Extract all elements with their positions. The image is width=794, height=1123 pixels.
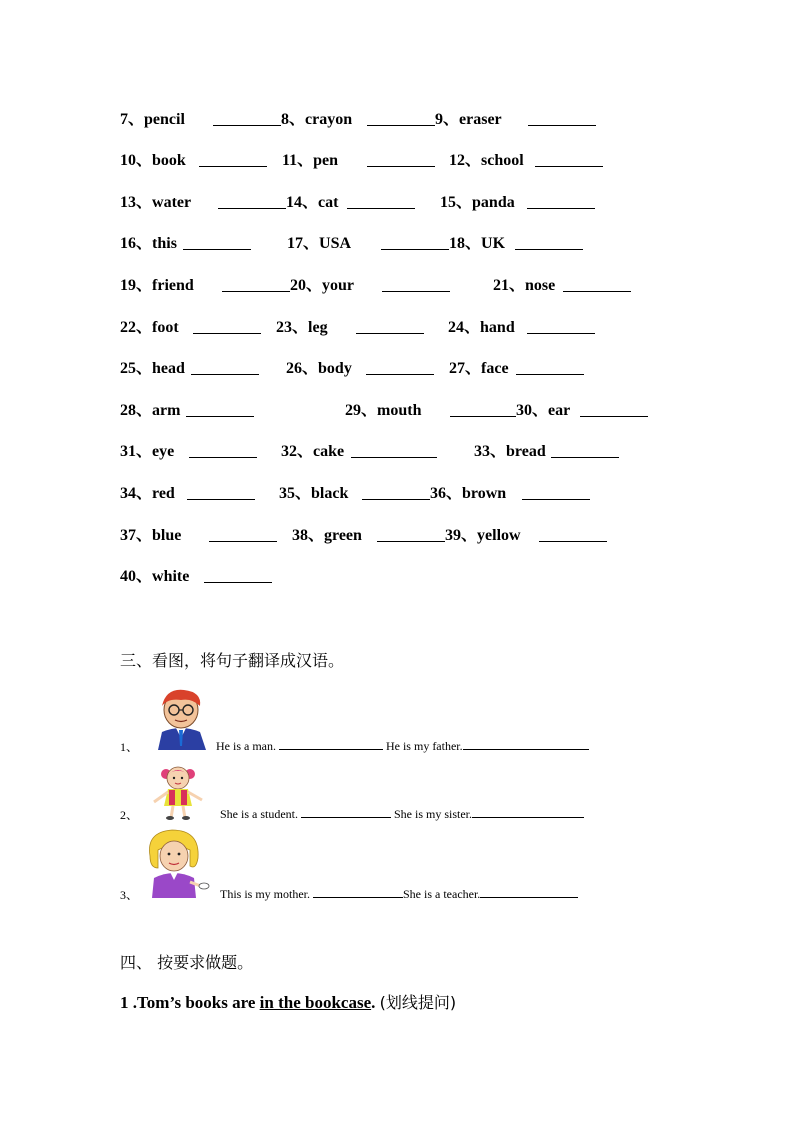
answer-blank[interactable] xyxy=(186,399,254,417)
vocab-row-10 xyxy=(0,482,794,506)
vocab-item: 14、cat xyxy=(286,194,339,211)
vocab-row-7 xyxy=(0,357,794,381)
answer-blank[interactable] xyxy=(535,149,603,167)
answer-blank[interactable] xyxy=(377,524,445,542)
man-with-glasses-icon xyxy=(148,688,214,750)
vocab-item: 39、yellow xyxy=(445,527,521,544)
answer-blank[interactable] xyxy=(527,191,595,209)
answer-blank[interactable] xyxy=(209,524,277,542)
vocab-row-12 xyxy=(0,565,794,589)
vocab-item: 10、book xyxy=(120,152,186,169)
answer-blank[interactable] xyxy=(183,232,251,250)
vocab-item: 13、water xyxy=(120,194,192,211)
translation-blank[interactable] xyxy=(313,885,403,898)
woman-teacher-icon xyxy=(140,826,212,898)
vocab-row-9 xyxy=(0,440,794,464)
vocab-item: 11、pen xyxy=(282,152,339,169)
vocab-item: 9、eraser xyxy=(435,111,502,128)
picture-item-2 xyxy=(120,764,680,834)
vocab-item: 35、black xyxy=(279,485,349,502)
answer-blank[interactable] xyxy=(382,274,450,292)
translation-blank[interactable] xyxy=(480,885,578,898)
section-4-heading: 四、 按要求做题。 xyxy=(120,953,254,972)
vocab-item: 31、eye xyxy=(120,443,175,460)
answer-blank[interactable] xyxy=(580,399,648,417)
answer-blank[interactable] xyxy=(356,316,424,334)
translation-blank[interactable] xyxy=(472,805,584,818)
vocab-item: 37、blue xyxy=(120,527,182,544)
answer-blank[interactable] xyxy=(381,232,449,250)
vocab-item: 36、brown xyxy=(430,485,507,502)
answer-blank[interactable] xyxy=(222,274,290,292)
vocab-item: 7、pencil xyxy=(120,111,185,128)
vocab-row-8 xyxy=(0,399,794,423)
vocab-item: 15、panda xyxy=(440,194,515,211)
vocab-item: 38、green xyxy=(292,527,362,544)
item-number: 2、 xyxy=(120,808,139,822)
vocab-item: 8、crayon xyxy=(281,111,353,128)
answer-blank[interactable] xyxy=(367,149,435,167)
vocab-item: 19、friend xyxy=(120,277,194,294)
answer-blank[interactable] xyxy=(516,357,584,375)
answer-blank[interactable] xyxy=(528,108,596,126)
vocab-item: 16、this xyxy=(120,235,177,252)
task-1 xyxy=(120,990,456,1013)
vocab-item: 30、ear xyxy=(516,402,571,419)
vocab-item: 21、nose xyxy=(493,277,556,294)
vocab-item: 17、USA xyxy=(287,235,352,252)
vocab-row-4 xyxy=(0,232,794,256)
vocab-item: 27、face xyxy=(449,360,509,377)
answer-blank[interactable] xyxy=(218,191,286,209)
vocab-row-2 xyxy=(0,149,794,173)
vocab-item: 20、your xyxy=(290,277,355,294)
translation-blank[interactable] xyxy=(463,737,589,750)
translation-blank[interactable] xyxy=(301,805,391,818)
vocab-item: 32、cake xyxy=(281,443,345,460)
sentence-line: He is a man. He is my father. xyxy=(216,737,589,754)
answer-blank[interactable] xyxy=(522,482,590,500)
vocab-item: 29、mouth xyxy=(345,402,422,419)
answer-blank[interactable] xyxy=(189,440,257,458)
vocab-item: 33、bread xyxy=(474,443,546,460)
answer-blank[interactable] xyxy=(515,232,583,250)
item-number: 1、 xyxy=(120,740,139,754)
answer-blank[interactable] xyxy=(213,108,281,126)
task-suffix: . xyxy=(371,993,380,1012)
vocab-item: 12、school xyxy=(449,152,524,169)
answer-blank[interactable] xyxy=(450,399,516,417)
answer-blank[interactable] xyxy=(551,440,619,458)
picture-item-1 xyxy=(120,688,680,758)
answer-blank[interactable] xyxy=(187,482,255,500)
answer-blank[interactable] xyxy=(351,440,437,458)
answer-blank[interactable] xyxy=(347,191,415,209)
vocab-row-11 xyxy=(0,524,794,548)
vocab-row-6 xyxy=(0,316,794,340)
vocab-row-5 xyxy=(0,274,794,298)
sentence-line: She is a student. She is my sister. xyxy=(220,805,584,822)
answer-blank[interactable] xyxy=(539,524,607,542)
girl-student-icon xyxy=(146,764,210,820)
answer-blank[interactable] xyxy=(367,108,435,126)
answer-blank[interactable] xyxy=(191,357,259,375)
section-3-heading: 三、看图，将句子翻译成汉语。 xyxy=(120,651,345,670)
translation-blank[interactable] xyxy=(279,737,383,750)
vocab-item: 26、body xyxy=(286,360,352,377)
answer-blank[interactable] xyxy=(204,565,272,583)
answer-blank[interactable] xyxy=(527,316,595,334)
answer-blank[interactable] xyxy=(563,274,631,292)
picture-item-3 xyxy=(120,826,680,902)
task-instruction: (划线提问) xyxy=(379,993,457,1012)
vocab-item: 18、UK xyxy=(449,235,506,252)
vocab-item: 25、head xyxy=(120,360,185,377)
task-prefix: 1 .Tom’s books are xyxy=(120,993,260,1012)
vocab-item: 24、hand xyxy=(448,319,515,336)
vocab-row-3 xyxy=(0,191,794,215)
task-underlined-phrase: in the bookcase xyxy=(259,993,372,1012)
item-number: 3、 xyxy=(120,888,139,902)
vocab-item: 28、arm xyxy=(120,402,181,419)
answer-blank[interactable] xyxy=(366,357,434,375)
answer-blank[interactable] xyxy=(193,316,261,334)
answer-blank[interactable] xyxy=(362,482,430,500)
sentence-line: This is my mother. She is a teacher. xyxy=(220,885,578,902)
vocab-item: 23、leg xyxy=(276,319,328,336)
vocab-item: 40、white xyxy=(120,568,190,585)
answer-blank[interactable] xyxy=(199,149,267,167)
vocab-item: 22、foot xyxy=(120,319,179,336)
vocab-item: 34、red xyxy=(120,485,175,502)
vocab-row-1 xyxy=(0,108,794,132)
